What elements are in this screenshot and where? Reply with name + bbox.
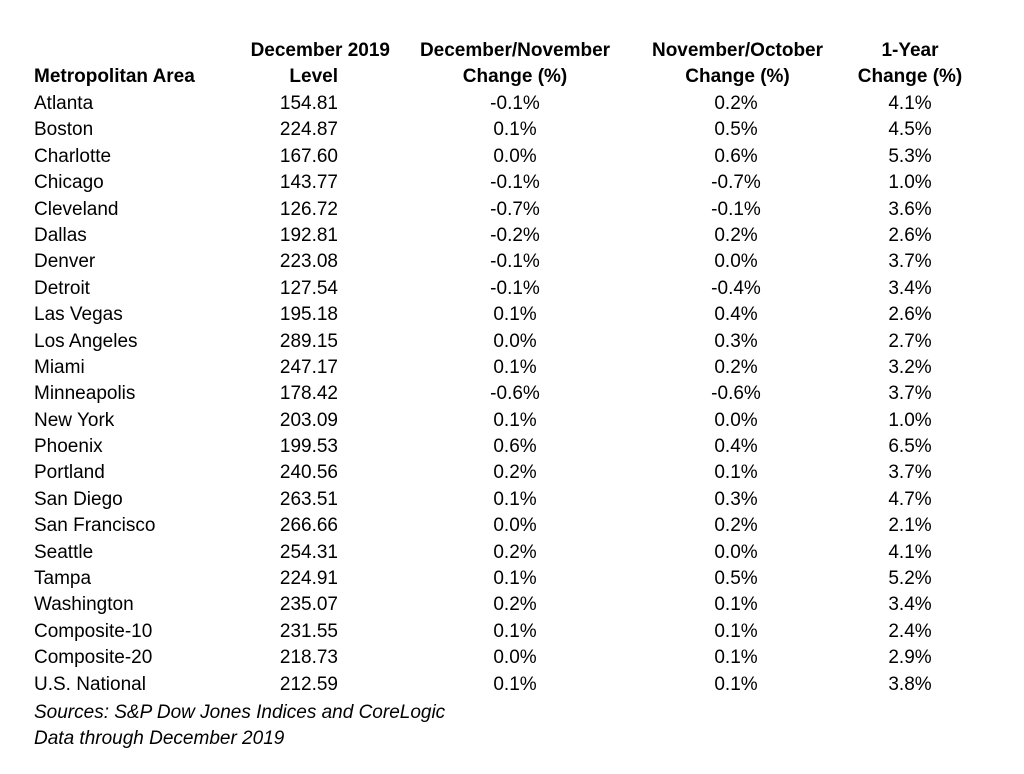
cell-nov-oct-change: 0.0% (714, 541, 758, 563)
table-row (0, 223, 1024, 249)
table-row (0, 513, 1024, 539)
header-level-line1: December 2019 (250, 40, 390, 61)
cell-nov-oct-change: 0.2% (714, 224, 758, 246)
cell-one-year-change: 3.7% (888, 462, 932, 484)
table-body (0, 91, 1024, 698)
cell-dec-nov-change: 0.2% (493, 541, 537, 563)
cell-dec-nov-change: 0.1% (493, 620, 537, 642)
cell-metropolitan-area: Tampa (34, 568, 92, 590)
cell-metropolitan-area: Charlotte (34, 145, 112, 167)
cell-nov-oct-change: 0.0% (714, 409, 758, 431)
cell-dec-nov-change: 0.0% (493, 515, 537, 537)
cell-dec-nov-change: 0.0% (493, 647, 537, 669)
cell-metropolitan-area: Washington (34, 594, 134, 616)
cell-nov-oct-change: -0.4% (711, 277, 761, 299)
table-row (0, 302, 1024, 328)
cell-one-year-change: 3.6% (888, 198, 932, 220)
cell-level: 247.17 (279, 356, 338, 378)
sources-note: Sources: S&P Dow Jones Indices and CoreLogic (34, 702, 446, 723)
cell-level: 240.56 (279, 462, 338, 484)
cell-metropolitan-area: Dallas (34, 224, 87, 246)
header-dec-nov-change (405, 38, 625, 90)
cell-one-year-change: 2.6% (888, 224, 932, 246)
cell-level: 167.60 (279, 145, 338, 167)
cell-level: 203.09 (279, 409, 338, 431)
table-row (0, 434, 1024, 460)
cell-dec-nov-change: 0.1% (493, 488, 537, 510)
cell-level: 199.53 (279, 436, 338, 458)
table-row (0, 117, 1024, 143)
cell-metropolitan-area: Composite-10 (34, 620, 153, 642)
cell-level: 224.87 (279, 119, 338, 141)
table-row (0, 592, 1024, 618)
cell-one-year-change: 5.3% (888, 145, 932, 167)
header-decnov-line1: December/November (419, 40, 611, 61)
cell-metropolitan-area: Minneapolis (34, 383, 136, 405)
table-row (0, 91, 1024, 117)
table-row (0, 645, 1024, 671)
header-nov-oct-change (635, 38, 840, 90)
cell-metropolitan-area: Composite-20 (34, 647, 153, 669)
header-decnov-line2: Change (%) (462, 66, 568, 87)
cell-nov-oct-change: 0.0% (714, 251, 758, 273)
table-row (0, 566, 1024, 592)
cell-dec-nov-change: -0.1% (490, 93, 540, 114)
cell-level: 154.81 (279, 93, 338, 114)
cell-nov-oct-change: -0.6% (711, 383, 761, 405)
cell-one-year-change: 2.6% (888, 304, 932, 326)
cell-dec-nov-change: 0.0% (493, 330, 537, 352)
cell-metropolitan-area: Boston (34, 119, 94, 141)
cell-nov-oct-change: 0.5% (714, 119, 758, 141)
table-row (0, 197, 1024, 223)
cell-nov-oct-change: -0.7% (711, 172, 761, 194)
cell-one-year-change: 3.2% (888, 356, 932, 378)
cell-metropolitan-area: San Diego (34, 488, 123, 510)
cell-dec-nov-change: 0.1% (493, 568, 537, 590)
cell-metropolitan-area: New York (34, 409, 115, 431)
cell-one-year-change: 6.5% (888, 436, 932, 458)
cell-nov-oct-change: -0.1% (711, 198, 761, 220)
cell-one-year-change: 3.7% (888, 251, 932, 273)
cell-metropolitan-area: Denver (34, 251, 96, 273)
cell-metropolitan-area: Phoenix (34, 436, 103, 458)
cell-dec-nov-change: -0.6% (490, 383, 540, 405)
table-row (0, 329, 1024, 355)
cell-dec-nov-change: 0.1% (493, 304, 537, 326)
data-through-note: Data through December 2019 (34, 728, 285, 749)
table-row (0, 619, 1024, 645)
cell-one-year-change: 2.9% (888, 647, 932, 669)
cell-one-year-change: 2.1% (888, 515, 932, 537)
cell-nov-oct-change: 0.1% (714, 594, 758, 616)
cell-level: 178.42 (279, 383, 338, 405)
cell-nov-oct-change: 0.4% (714, 436, 758, 458)
header-one-year-change (845, 38, 975, 90)
cell-dec-nov-change: 0.6% (493, 436, 537, 458)
cell-metropolitan-area: Los Angeles (34, 330, 138, 352)
cell-one-year-change: 4.1% (888, 541, 932, 563)
cell-metropolitan-area: Atlanta (34, 93, 94, 114)
table-header (0, 38, 1024, 94)
cell-metropolitan-area: Portland (34, 462, 105, 484)
cell-nov-oct-change: 0.4% (714, 304, 758, 326)
table-row (0, 408, 1024, 434)
table-row (0, 381, 1024, 407)
table-row (0, 487, 1024, 513)
cell-dec-nov-change: -0.1% (490, 277, 540, 299)
table-row (0, 144, 1024, 170)
cell-metropolitan-area: Chicago (34, 172, 104, 194)
header-level (200, 38, 390, 90)
cell-dec-nov-change: 0.0% (493, 145, 537, 167)
cell-level: 127.54 (279, 277, 338, 299)
cell-level: 263.51 (279, 488, 338, 510)
table-row (0, 355, 1024, 381)
cell-level: 254.31 (279, 541, 338, 563)
cell-metropolitan-area: Miami (34, 356, 85, 378)
cell-level: 126.72 (279, 198, 338, 220)
header-year-line2: Change (%) (857, 66, 963, 87)
cell-level: 223.08 (279, 251, 338, 273)
cell-nov-oct-change: 0.6% (714, 145, 758, 167)
cell-dec-nov-change: 0.1% (493, 356, 537, 378)
cell-metropolitan-area: Cleveland (34, 198, 119, 220)
table-row (0, 170, 1024, 196)
cell-metropolitan-area: U.S. National (34, 673, 146, 695)
cell-level: 218.73 (279, 647, 338, 669)
cell-level: 235.07 (279, 594, 338, 616)
cell-dec-nov-change: -0.2% (490, 224, 540, 246)
cell-dec-nov-change: 0.1% (493, 119, 537, 141)
cell-nov-oct-change: 0.1% (714, 462, 758, 484)
header-novoct-line2: Change (%) (685, 66, 790, 87)
header-level-line2: Level (289, 66, 338, 87)
cell-dec-nov-change: 0.2% (493, 462, 537, 484)
cell-one-year-change: 1.0% (888, 409, 932, 431)
cell-one-year-change: 4.7% (888, 488, 932, 510)
cell-metropolitan-area: Detroit (34, 277, 90, 299)
cell-metropolitan-area: San Francisco (34, 515, 156, 537)
cell-metropolitan-area: Las Vegas (34, 304, 123, 326)
cell-nov-oct-change: 0.3% (714, 488, 758, 510)
cell-dec-nov-change: -0.7% (490, 198, 540, 220)
header-area-label: Metropolitan Area (34, 66, 195, 87)
table-row (0, 249, 1024, 275)
cell-level: 143.77 (279, 172, 338, 194)
cell-level: 195.18 (279, 304, 338, 326)
cell-level: 212.59 (279, 673, 338, 695)
cell-nov-oct-change: 0.3% (714, 330, 758, 352)
cell-one-year-change: 1.0% (888, 172, 932, 194)
cell-one-year-change: 3.8% (888, 673, 932, 695)
cell-one-year-change: 3.7% (888, 383, 932, 405)
cell-level: 192.81 (279, 224, 338, 246)
cell-level: 266.66 (279, 515, 338, 537)
cell-one-year-change: 4.1% (888, 93, 932, 114)
table-notes (34, 700, 445, 752)
cell-one-year-change: 5.2% (888, 568, 932, 590)
cell-one-year-change: 3.4% (888, 277, 932, 299)
cell-dec-nov-change: 0.2% (493, 594, 537, 616)
cell-level: 224.91 (279, 568, 338, 590)
cell-nov-oct-change: 0.5% (714, 568, 758, 590)
cell-one-year-change: 2.7% (888, 330, 932, 352)
cell-dec-nov-change: -0.1% (490, 172, 540, 194)
table-row (0, 460, 1024, 486)
table-row (0, 276, 1024, 302)
header-novoct-line1: November/October (651, 40, 824, 61)
cell-nov-oct-change: 0.1% (714, 647, 758, 669)
cell-one-year-change: 4.5% (888, 119, 932, 141)
cell-one-year-change: 2.4% (888, 620, 932, 642)
cell-dec-nov-change: -0.1% (490, 251, 540, 273)
header-year-line1: 1-Year (881, 40, 939, 61)
cell-dec-nov-change: 0.1% (493, 673, 537, 695)
cell-nov-oct-change: 0.2% (714, 515, 758, 537)
cell-nov-oct-change: 0.2% (714, 356, 758, 378)
cell-level: 289.15 (279, 330, 338, 352)
cell-nov-oct-change: 0.1% (714, 673, 758, 695)
cell-one-year-change: 3.4% (888, 594, 932, 616)
table-row (0, 540, 1024, 566)
cell-dec-nov-change: 0.1% (493, 409, 537, 431)
cell-metropolitan-area: Seattle (34, 541, 94, 563)
cell-nov-oct-change: 0.1% (714, 620, 758, 642)
cell-nov-oct-change: 0.2% (714, 93, 758, 114)
table-row (0, 672, 1024, 698)
cell-level: 231.55 (279, 620, 338, 642)
